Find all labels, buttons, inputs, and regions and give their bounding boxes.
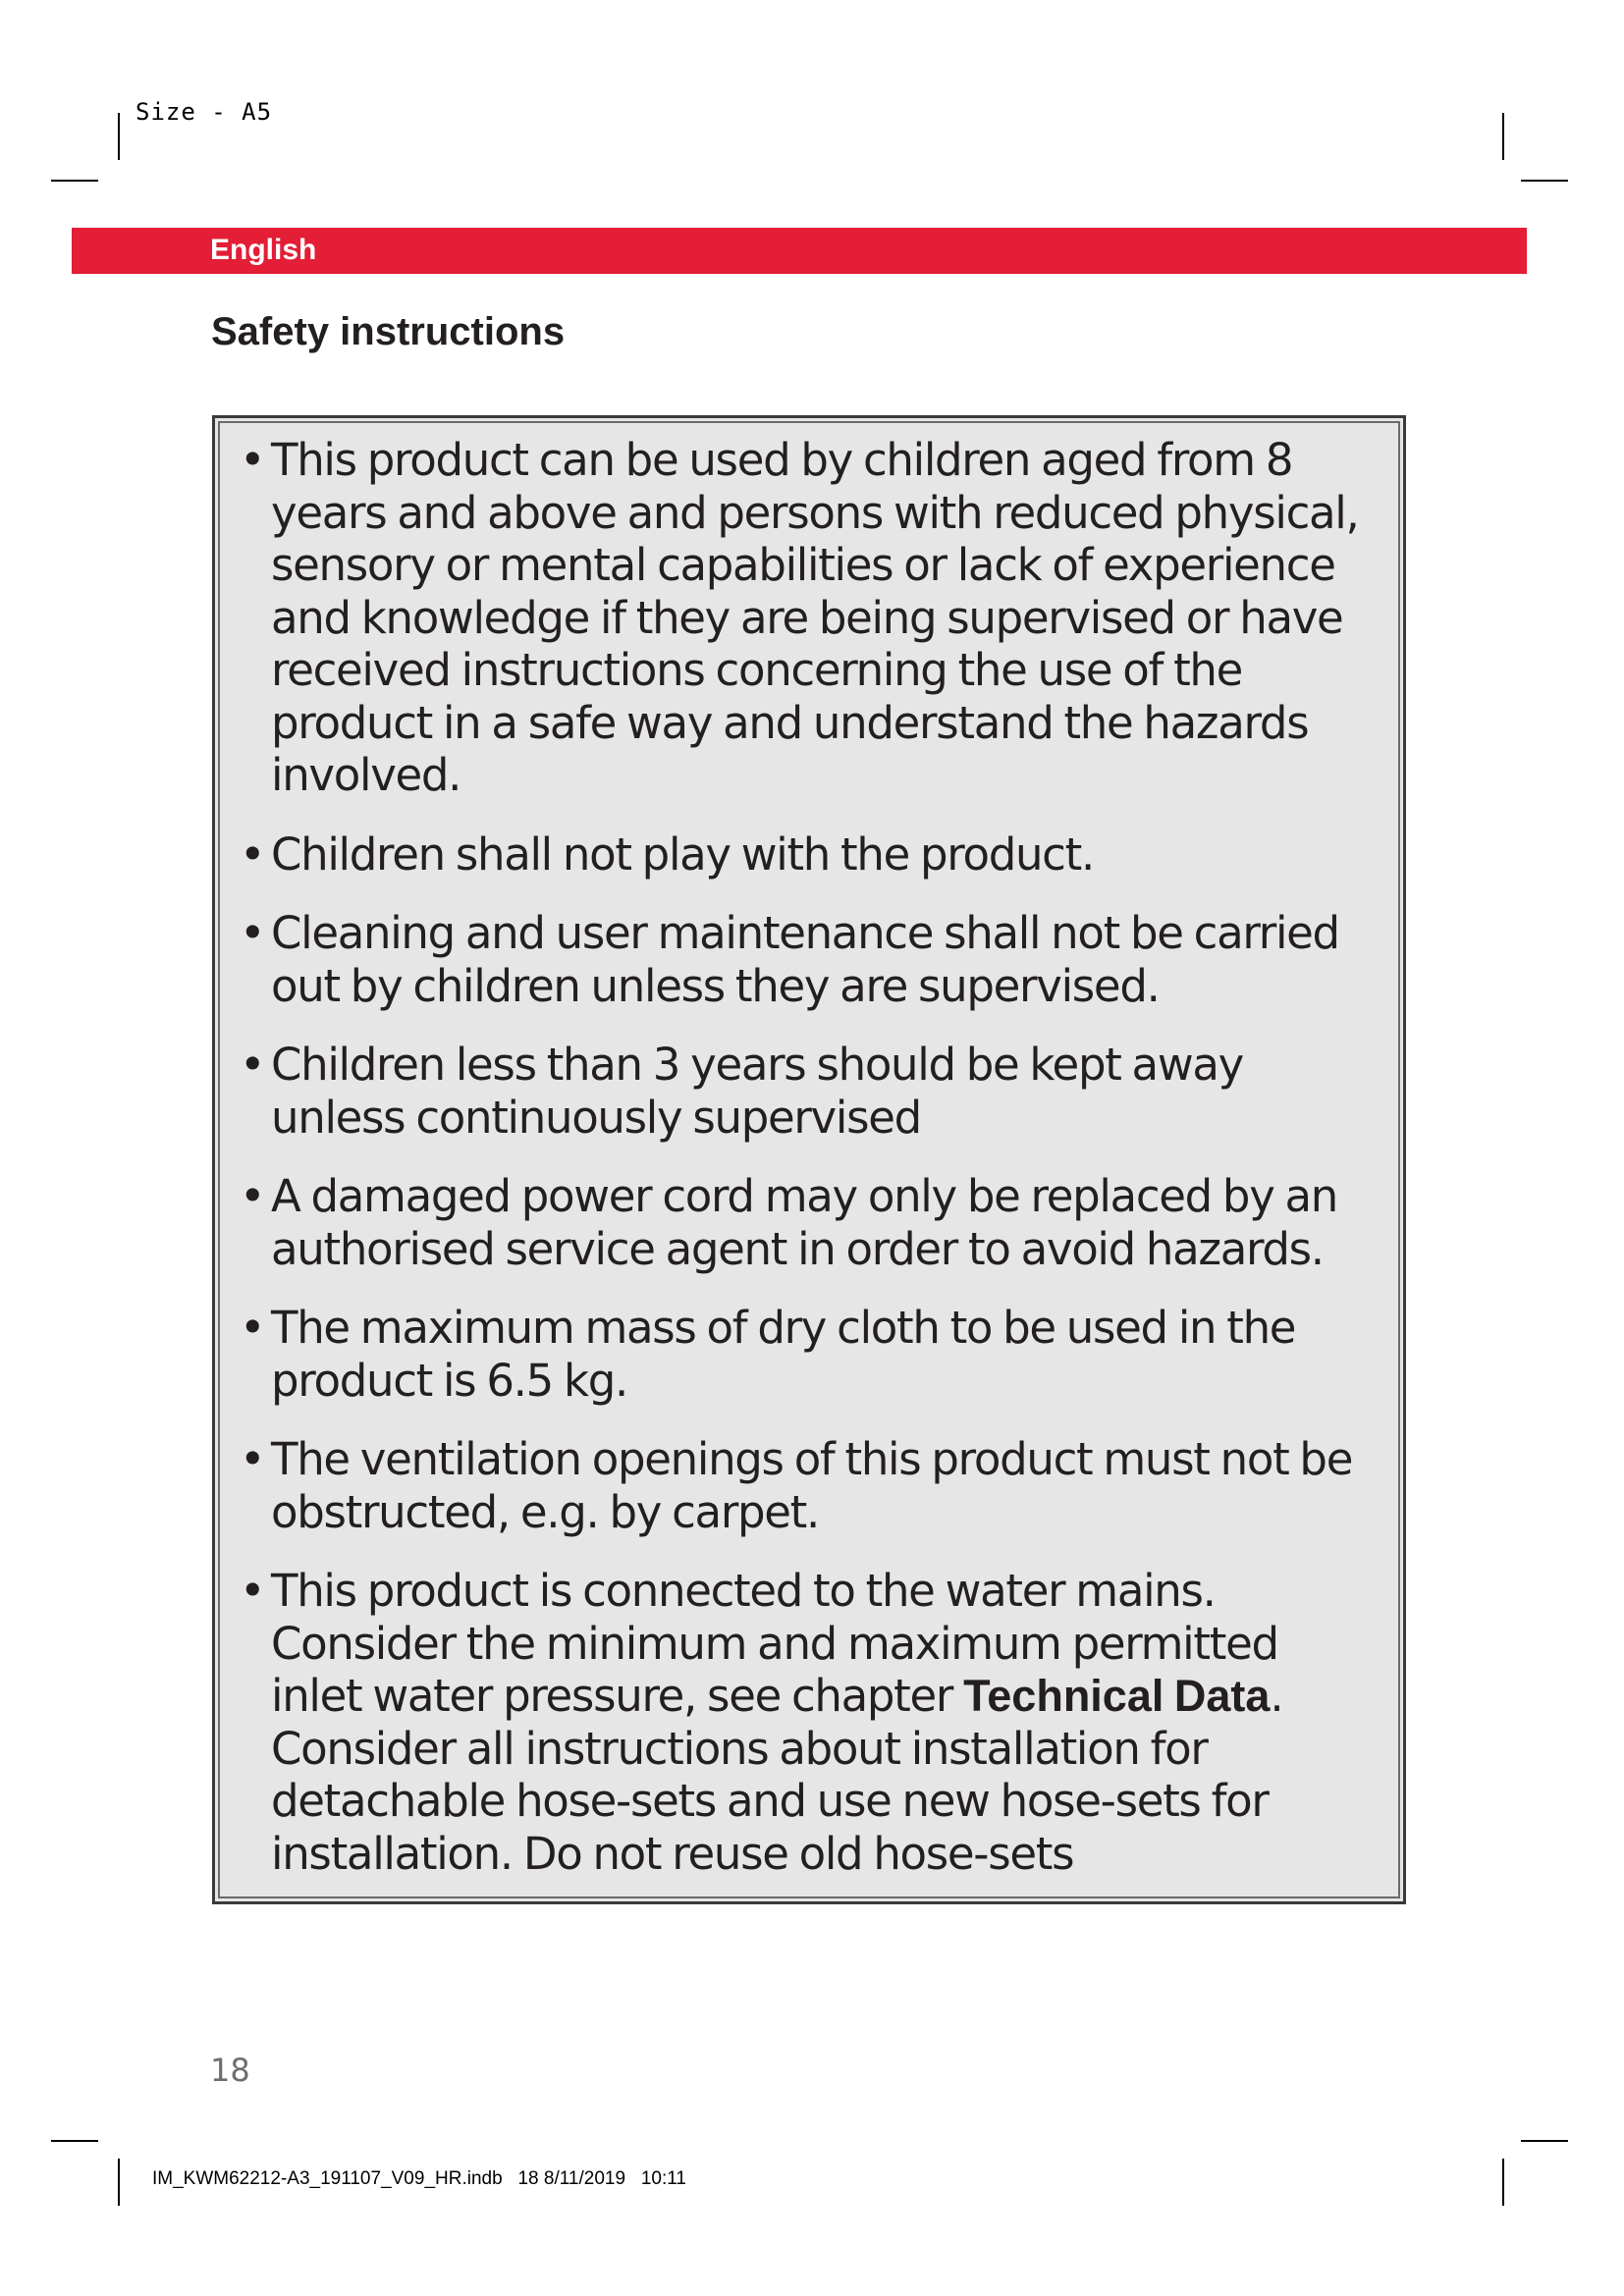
crop-mark-top-right-horizontal xyxy=(1521,180,1568,182)
print-size-label: Size - A5 xyxy=(135,98,273,126)
safety-instructions-inner-frame xyxy=(218,421,1400,1898)
crop-mark-top-right-vertical xyxy=(1502,113,1504,160)
crop-mark-top-left-horizontal xyxy=(51,180,98,182)
language-label: English xyxy=(210,234,317,266)
safety-item: • The ventilation openings of this product must not be obstructed, e.g. by carpet. xyxy=(240,1433,1379,1538)
safety-item: • Children less than 3 years should be kept away unless continuously supervised xyxy=(240,1039,1379,1144)
language-header-bar xyxy=(72,228,1527,274)
crop-mark-bottom-left-horizontal xyxy=(51,2140,98,2142)
safety-bullet-list xyxy=(240,434,1379,1880)
safety-item-water-mains xyxy=(240,1565,1379,1880)
safety-item: • This product can be used by children aged from 8 years and above and persons with reduced physical, sensory or mental capabilities or lack of experience and knowledge if they are being supervised or have received instructions concerning the use of the product in a safe way and understand the hazards involved. xyxy=(240,434,1379,802)
safety-item: • Cleaning and user maintenance shall not be carried out by children unless they are supervised. xyxy=(240,907,1379,1012)
page-number: 18 xyxy=(210,2052,250,2089)
safety-item-text-before: This product is connected to the water mains. Consider the minimum and maximum permitted inlet water pressure, see chapter xyxy=(271,1565,1278,1722)
section-title: Safety instructions xyxy=(211,310,566,353)
safety-item: • A damaged power cord may only be replaced by an authorised service agent in order to avoid hazards. xyxy=(240,1170,1379,1275)
safety-item-text-after: . Consider all instructions about installation for detachable hose-sets and use new hose-sets for installation. Do not reuse old hose-sets xyxy=(271,1670,1283,1880)
crop-mark-bottom-right-horizontal xyxy=(1521,2140,1568,2142)
technical-data-reference: Technical Data xyxy=(963,1671,1271,1721)
safety-instructions-box xyxy=(212,415,1406,1904)
crop-mark-top-left-vertical xyxy=(118,113,120,160)
safety-item: • The maximum mass of dry cloth to be used in the product is 6.5 kg. xyxy=(240,1302,1379,1407)
print-file-info: IM_KWM62212-A3_191107_V09_HR.indb 18 8/11/2019 10:11 xyxy=(152,2168,686,2189)
crop-mark-bottom-right-vertical xyxy=(1502,2159,1504,2206)
safety-item: • Children shall not play with the product. xyxy=(240,828,1379,881)
crop-mark-bottom-left-vertical xyxy=(118,2159,120,2206)
